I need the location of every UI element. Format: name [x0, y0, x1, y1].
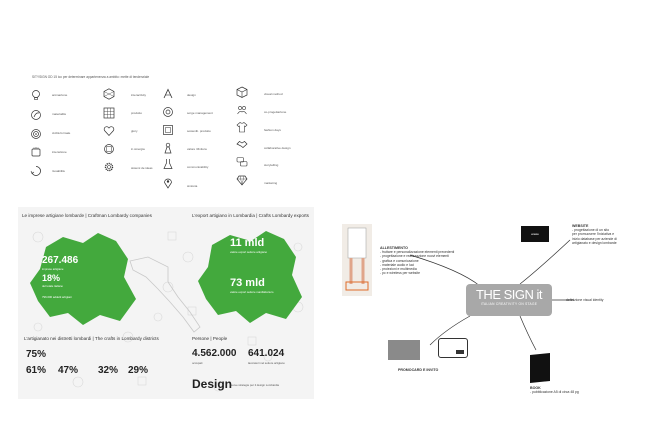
website-line: artigianato e design lombarde	[572, 240, 617, 245]
districts-title: L'artigianato nei distretti lombardi | The crafts in Lombardy districts	[24, 336, 159, 341]
book-line: - pubblicazione A5 di circa 48 pg	[530, 390, 579, 395]
book-image	[530, 353, 550, 383]
invite-image	[438, 338, 468, 358]
allestimento-line: - materiale audio e luci	[380, 262, 415, 267]
legend-title: SITYSIGN OD 15 ico per determinare appartenenza a ambito: mette di tendenziale	[32, 75, 150, 79]
right-title: L'export artigiano in Lombardia | Crafts Lombardy exports	[192, 213, 309, 218]
legend-label: sorge management	[187, 111, 213, 115]
people-1: 4.562.000	[192, 348, 237, 359]
left-line3: 796.000 addetti artigiani	[42, 295, 72, 299]
legend-label: storytelling	[264, 163, 279, 167]
the-sign-logo	[466, 284, 552, 316]
people-2: 641.024	[248, 348, 285, 359]
definizione-label: definizione visual identity	[566, 298, 604, 302]
right-big-2: 73 mld	[230, 277, 265, 289]
people-2-sub: lavoratori nel settore artigiano	[248, 361, 285, 365]
legend-label: valore rifinitura	[187, 147, 207, 151]
people-1-sub: occupati	[192, 361, 203, 365]
legend-label: materialità	[52, 112, 66, 116]
allestimento-line: - pc e wireless per website	[380, 271, 420, 276]
legend-label: glory	[131, 129, 138, 133]
legend-label: communicability	[187, 165, 209, 169]
allestimento-line: - proiezioni e multimedia	[380, 267, 417, 272]
promocard-label: PROMOCARD E INVITO	[398, 368, 439, 372]
design-word: Design	[192, 377, 233, 391]
pct-75: 75%	[26, 349, 47, 360]
pct-47: 47%	[58, 365, 79, 376]
right-big-1: 11 mld	[230, 237, 265, 249]
legend-label: interactivity	[131, 93, 147, 97]
legend-label: visual method	[264, 92, 283, 96]
legend-label: in sinergia	[131, 147, 145, 151]
website-preview: waaw	[521, 226, 549, 242]
logo-title: THE SIGN it	[475, 287, 542, 302]
book-block	[530, 386, 579, 394]
website-line: inizio database per aziende di	[572, 236, 617, 241]
left-title: Le imprese artigiane lombarde | Craftman Lombardy companies	[22, 213, 152, 218]
legend-label: interazione	[52, 150, 67, 154]
website-line: - progettazione di un sito	[572, 228, 610, 233]
promocard-image	[388, 340, 420, 360]
allestimento-line: - fruttare e personalizzazione elementi precedenti	[380, 250, 455, 255]
legend-label: fashion days	[264, 128, 281, 132]
pct-32: 32%	[98, 365, 119, 376]
right-big-1-sub: valore export settore artigiano	[230, 250, 268, 254]
legend-label: sistemi de ideas	[131, 166, 153, 170]
allestimento-block	[380, 246, 500, 275]
legend-label: marketing	[264, 181, 278, 185]
display-stand-image	[342, 224, 372, 296]
legend-label: animazione	[52, 93, 68, 97]
legend-label: design	[187, 93, 196, 97]
left-big-number: 267.486	[42, 255, 79, 266]
left-big-sub: imprese artigiane	[42, 267, 64, 271]
allestimento-line: - progettazione e realizzazione nuovi elementi	[380, 254, 449, 259]
allestimento-heading: ALLESTIMENTO	[380, 246, 408, 250]
design-sub: nuove strategie per il design Lombardia	[230, 383, 279, 387]
legend-label: collaborative design	[264, 146, 291, 150]
website-line: per promuovere l'iniziativa e	[572, 232, 615, 237]
allestimento-line: - grafica e comunicazione	[380, 258, 419, 263]
legend-label: sintonia	[187, 184, 198, 188]
website-heading: WEBSITE	[572, 224, 589, 228]
legend-label: riusabilità	[52, 169, 65, 173]
people-title: Persone | People	[192, 336, 228, 341]
legend-label: prodotto	[131, 111, 143, 115]
book-heading: BOOK	[530, 386, 541, 390]
left-percent: 18%	[42, 273, 61, 283]
pct-61: 61%	[26, 365, 47, 376]
right-big-2-sub: valore export settore manifatturiero	[230, 290, 274, 294]
pct-29: 29%	[128, 365, 149, 376]
legend-label: sostenib. prodotto	[187, 129, 211, 133]
left-percent-sub: del totale italiano	[42, 284, 63, 288]
legend-label: co-progettazione	[264, 110, 287, 114]
logo-subtitle: ITALIAN CREATIVITY ON STAGE	[480, 302, 538, 306]
website-block	[572, 224, 648, 245]
legend-label: civiltà formale	[52, 131, 71, 135]
